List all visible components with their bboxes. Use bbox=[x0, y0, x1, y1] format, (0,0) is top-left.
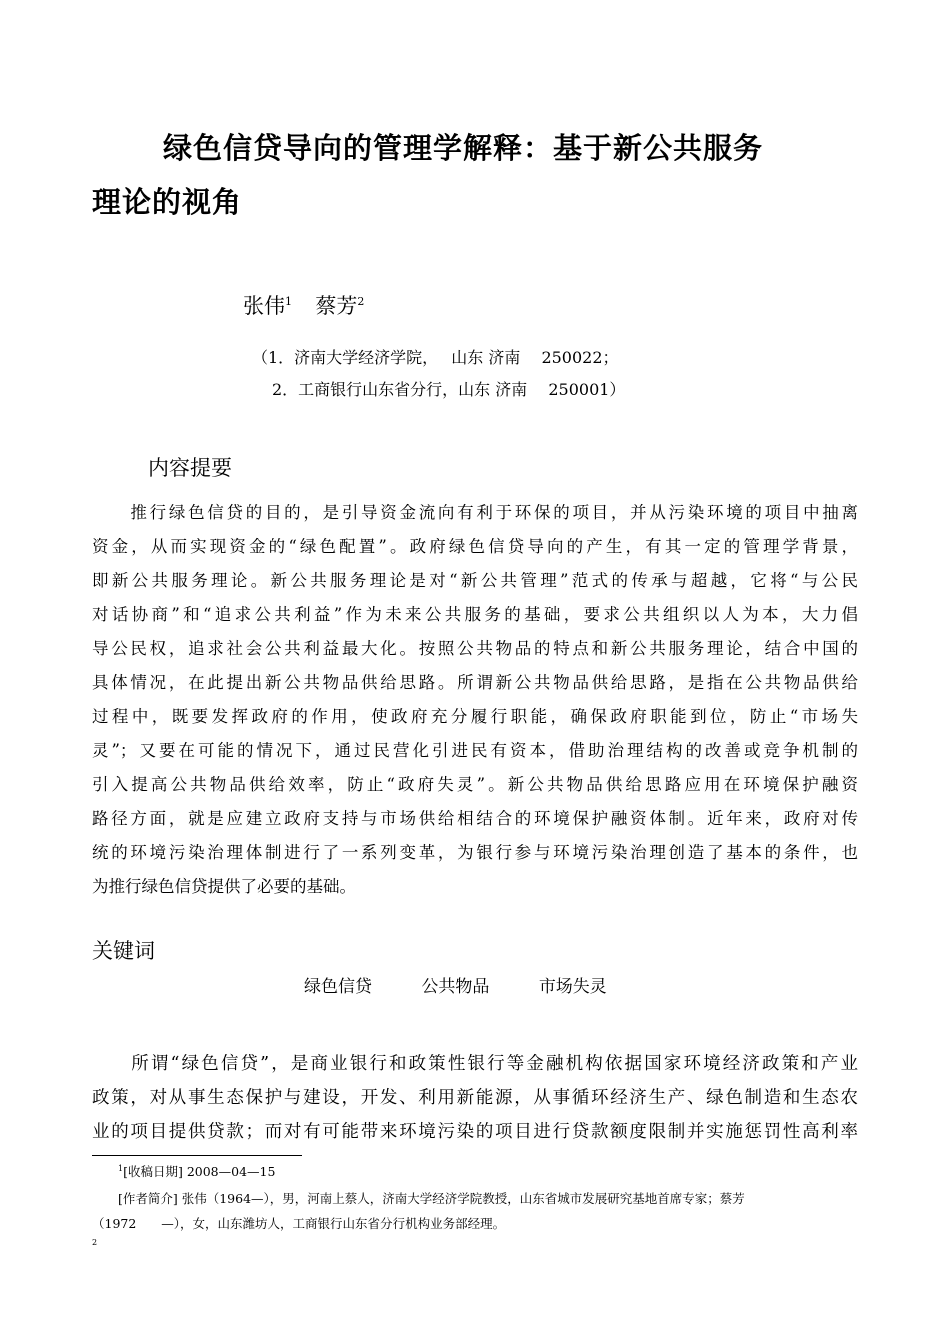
footnote-author-bio-line-1: [作者简介] 张伟（1964—），男，河南上蔡人，济南大学经济学院教授，山东省城市发展研究基地首席专家；蔡芳 bbox=[118, 1191, 745, 1206]
body-line: 业的项目提供贷款；而对有可能带来环境污染的项目进行贷款额度限制并实施惩罚性高利率 bbox=[92, 1122, 858, 1142]
abstract-line: 即新公共服务理论。新公共服务理论是对“新公共管理”范式的传承与超越，它将“与公民 bbox=[92, 571, 858, 590]
author-affil-mark: 2 bbox=[357, 295, 365, 308]
abstract-line: 导公民权，追求社会公共利益最大化。按照公共物品的特点和新公共服务理论，结合中国的 bbox=[92, 639, 858, 658]
affiliation-line-2: 2．工商银行山东省分行，山东 济南 250001） bbox=[272, 380, 626, 399]
abstract-line: 路径方面，就是应建立政府支持与市场供给相结合的环境保护融资体制。近年来，政府对传 bbox=[92, 809, 858, 828]
abstract-paragraph bbox=[92, 496, 858, 904]
footnote-mark: 1 bbox=[118, 1163, 124, 1173]
paper-title-line-1: 绿色信贷导向的管理学解释：基于新公共服务 bbox=[163, 131, 764, 165]
footnote-separator bbox=[92, 1155, 302, 1156]
abstract-line: 为推行绿色信贷提供了必要的基础。 bbox=[92, 877, 356, 896]
abstract-line: 灵”；又要在可能的情况下，通过民营化引进民有资本，借助治理结构的改善或竞争机制的 bbox=[92, 741, 858, 760]
paper-title-line-2: 理论的视角 bbox=[92, 185, 243, 219]
body-line: 政策，对从事生态保护与建设，开发、利用新能源，从事循环经济生产、绿色制造和生态农 bbox=[92, 1088, 858, 1108]
abstract-line: 具体情况，在此提出新公共物品供给思路。所谓新公共物品供给思路，是指在公共物品供给 bbox=[92, 673, 858, 692]
affiliation-line-1: （1．济南大学经济学院， 山东 济南 250022； bbox=[252, 348, 619, 367]
body-line: 所谓“绿色信贷”，是商业银行和政策性银行等金融机构依据国家环境经济政策和产业 bbox=[92, 1054, 858, 1074]
keywords-list bbox=[304, 972, 651, 997]
keywords-heading: 关键词 bbox=[92, 939, 155, 963]
abstract-line: 推行绿色信贷的目的，是引导资金流向有利于环保的项目，并从污染环境的项目中抽离 bbox=[92, 503, 858, 522]
body-paragraph bbox=[92, 1047, 858, 1149]
author-name: 蔡芳 bbox=[315, 294, 358, 318]
author-line bbox=[243, 290, 364, 320]
abstract-line: 过程中，既要发挥政府的作用，使政府充分履行职能，确保政府职能到位，防止“市场失 bbox=[92, 707, 858, 726]
author-name: 张伟 bbox=[243, 294, 285, 318]
footnote-mark-2: 2 bbox=[92, 1238, 98, 1247]
keyword: 绿色信贷 bbox=[304, 977, 372, 997]
abstract-line: 对话协商”和“追求公共利益”作为未来公共服务的基础，要求公共组织以人为本，大力倡 bbox=[92, 605, 858, 624]
footnote-text: [收稿日期] 2008—04—15 bbox=[123, 1164, 276, 1179]
abstract-line: 引入提高公共物品供给效率，防止“政府失灵”。新公共物品供给思路应用在环境保护融资 bbox=[92, 775, 858, 794]
abstract-heading: 内容提要 bbox=[148, 456, 232, 480]
footnote-author-bio-line-2: （1972 —），女，山东潍坊人，工商银行山东省分行机构业务部经理。 bbox=[92, 1216, 506, 1231]
keyword: 公共物品 bbox=[421, 977, 490, 997]
abstract-line: 统的环境污染治理体制进行了一系列变革，为银行参与环境污染治理创造了基本的条件，也 bbox=[92, 843, 858, 862]
keyword: 市场失灵 bbox=[538, 977, 607, 997]
author-affil-mark: 1 bbox=[285, 295, 292, 308]
abstract-line: 资金，从而实现资金的“绿色配置”。政府绿色信贷导向的产生，有其一定的管理学背景， bbox=[92, 537, 858, 556]
footnote-received-date bbox=[118, 1162, 275, 1180]
